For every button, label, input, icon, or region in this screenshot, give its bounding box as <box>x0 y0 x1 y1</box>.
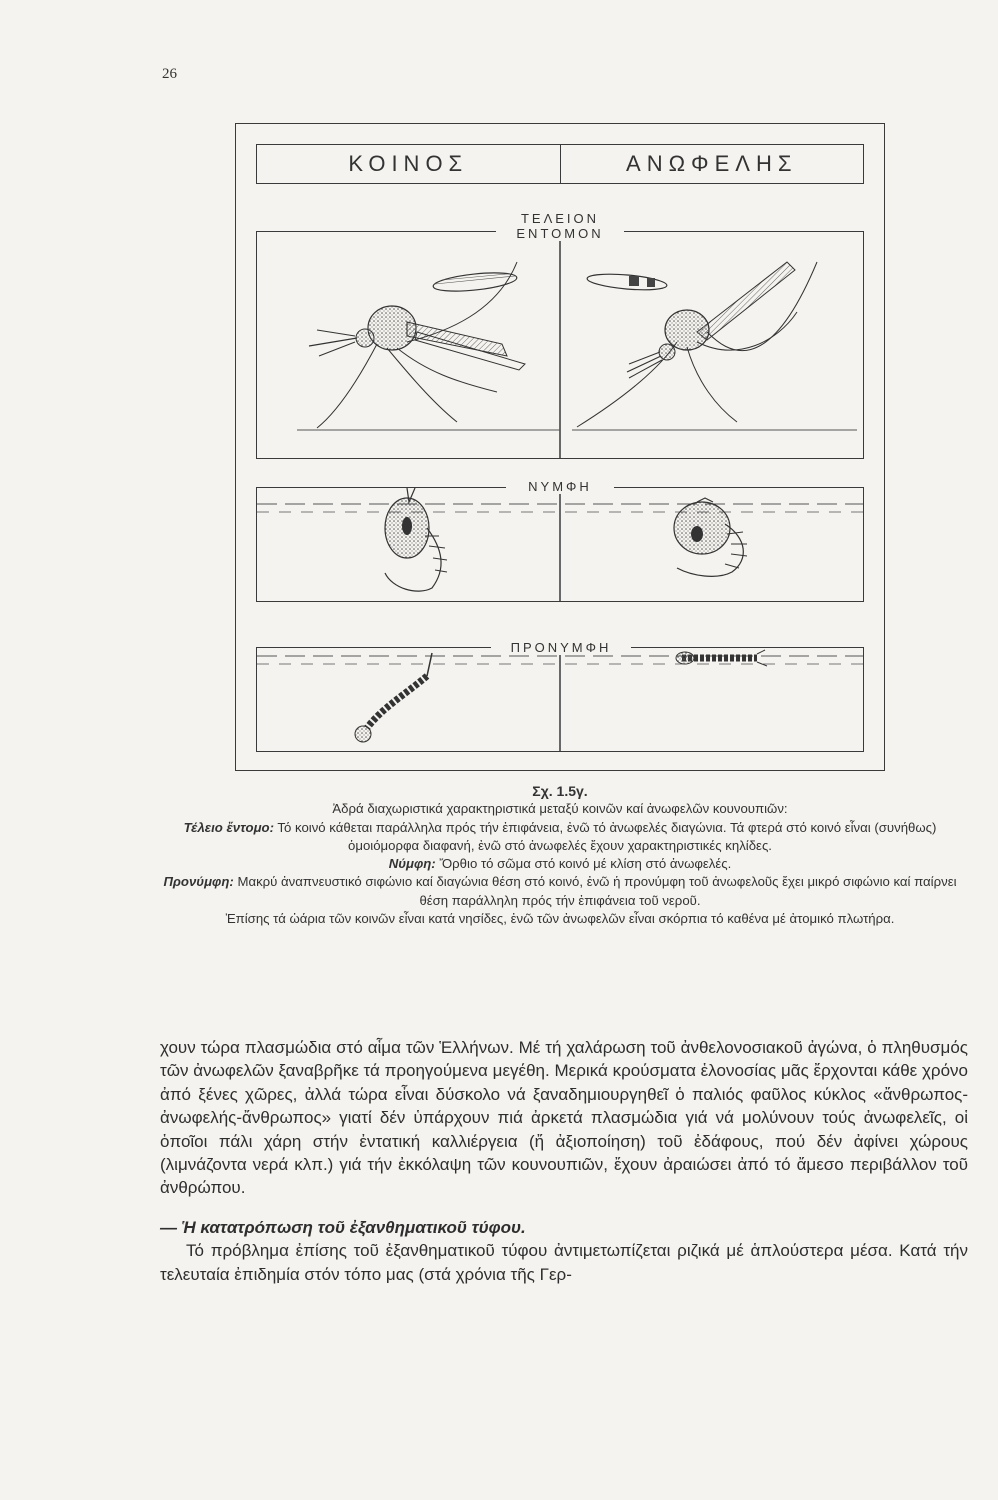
caption-intro: Ἀδρά διαχωριστικά χαρακτηριστικά μεταξύ κοινῶν καί ἀνωφελῶν κουνουπιῶν: <box>332 801 788 817</box>
pupa-panel <box>256 487 864 602</box>
larva-illustration <box>257 648 863 751</box>
caption-adult <box>160 819 960 856</box>
adult-label-line1: ΤΕΛΕΙΟΝ <box>520 211 600 226</box>
larva-term: Προνύμφη: <box>163 874 234 890</box>
body-paragraph-2: Τό πρόβλημα ἐπίσης τοῦ ἐξανθηματικοῦ τύφου ἀντιμετωπίζεται ριζικά μέ ἁπλούστερα μέσα. Κατά τήν τελευταία ἐπιδημία στόν τόπο μας (στά χρόνια τῆς Γερ- <box>160 1241 968 1284</box>
common-adult-mosquito <box>297 262 560 430</box>
header-anopheles: ΑΝΩΦΕΛΗΣ <box>560 145 864 183</box>
pupa-illustration <box>257 488 863 601</box>
anopheles-pupa <box>674 498 747 576</box>
figure-caption <box>160 782 960 928</box>
adult-text: Τό κοινό κάθεται παράλληλα πρός τήν ἐπιφάνεια, ἐνῶ τό ἀνωφελές διαγώνια. Τά φτερά στό κοινό εἶναι (συνήθως) ὁμοιόμορφα διαφανή, ἐνῶ στό ἀνωφελές ἔχουν χαρακτηριστικές κηλίδες. <box>273 819 937 853</box>
adult-stage-label <box>496 211 624 241</box>
adult-illustration <box>257 232 863 458</box>
common-pupa <box>385 488 447 591</box>
body-text <box>160 1036 968 1286</box>
common-larva <box>355 653 432 742</box>
larva-panel <box>256 647 864 752</box>
caption-larva <box>160 873 960 910</box>
section-heading: — Ἡ κατατρόπωση τοῦ ἐξανθηματικοῦ τύφου. <box>160 1217 526 1237</box>
anopheles-adult-mosquito <box>572 262 857 430</box>
figure-header-row <box>256 144 864 184</box>
caption-title: Σχ. 1.5γ. <box>532 783 588 799</box>
adult-label-line2: ΕΝΤΟΜΟΝ <box>516 226 604 241</box>
header-common: ΚΟΙΝΟΣ <box>348 151 469 176</box>
caption-pupa <box>160 855 960 873</box>
adult-panel <box>256 231 864 459</box>
page-number: 26 <box>162 66 177 82</box>
pupa-term: Νύμφη: <box>388 856 436 872</box>
larva-stage-label: ΠΡΟΝΥΜΦΗ <box>491 640 631 655</box>
caption-eggs: Ἐπίσης τά ὠάρια τῶν κοινῶν εἶναι κατά νησίδες, ἐνῶ τῶν ἀνωφελῶν εἶναι σκόρπια τό καθένα μέ ἀτομικό πλωτήρα. <box>225 911 895 927</box>
pupa-stage-label: ΝΥΜΦΗ <box>506 479 614 494</box>
larva-text: Μακρύ ἀναπνευστικό σιφώνιο καί διαγώνια θέση στό κοινό, ἐνῶ ἡ προνύμφη τοῦ ἀνωφελοῦς ἔχει μικρό σιφώνιο καί παίρνει θέση παράλληλη πρός τήν ἐπιφάνεια τοῦ νεροῦ. <box>233 874 957 908</box>
mosquito-comparison-figure <box>235 123 885 771</box>
pupa-text: Ὄρθιο τό σῶμα στό κοινό μέ κλίση στό ἀνωφελές. <box>435 856 732 872</box>
adult-term: Τέλειο ἔντομο: <box>183 819 274 835</box>
body-paragraph-1: χουν τώρα πλασμώδια στό αἷμα τῶν Ἑλλήνων. Μέ τή χαλάρωση τοῦ ἀνθελονοσιακοῦ ἀγώνα, ὁ πληθυσμός τῶν ἀνωφελῶν ξαναβρῆκε τά προηγούμενα μεγέθη. Μερικά κρούσματα ἑλονοσίας μᾶς ἔρχονται κάθε χρόνο ἀπό ξένες χῶρες, ἀλλά τώρα εἶναι δύσκολο νά ξαναδημιουργηθεῖ ὁ παλιός φαῦλος κύκλος «ἄνθρωπος-ἀνωφελής-ἄνθρωπος» γιατί δέν ὑπάρχουν πιά ἀρκετά πλασμώδια γιά νά μολύνουν τούς ἀνωφελεῖς, οἱ ὁποῖοι πάλι χάρη στήν ἐντατική καλλιέργεια (ἤ ἀξιοποίηση) τοῦ ἐδάφους, πού δέν ἀφίνει χώρους (λιμνάζοντα νερά κλπ.) γιά τήν ἐκκόλαψη τῶν κουνουπιῶν, ἔχουν ἀραιώσει ἀπό τό ἄμεσο περιβάλλον τοῦ ἀνθρώπου. <box>160 1038 968 1198</box>
